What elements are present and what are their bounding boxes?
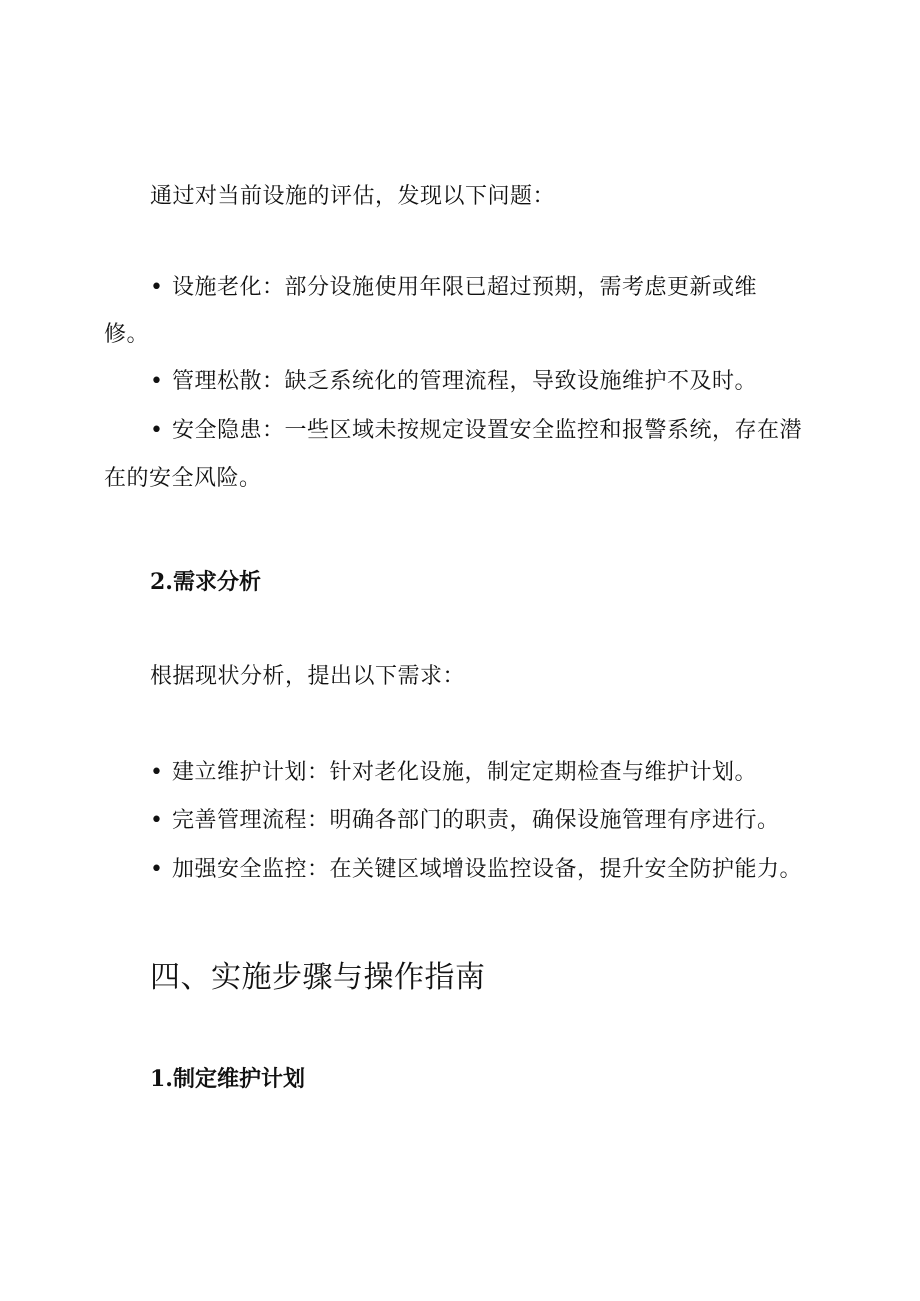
requirement-item-text: 完善管理流程：明确各部门的职责，确保设施管理有序进行。 xyxy=(172,808,780,833)
requirement-item-process xyxy=(150,806,780,836)
problem-item-aging xyxy=(150,273,757,303)
bullet-icon: • xyxy=(150,275,164,300)
bullet-icon: • xyxy=(150,418,164,443)
intro-paragraph: 通过对当前设施的评估，发现以下问题： xyxy=(150,184,556,209)
chapter-heading: 四、实施步骤与操作指南 xyxy=(150,960,486,995)
requirement-item-text: 加强安全监控：在关键区域增设监控设备，提升安全防护能力。 xyxy=(172,857,803,882)
problem-item-text: 管理松散：缺乏系统化的管理流程，导致设施维护不及时。 xyxy=(172,369,758,394)
section-number: 2. xyxy=(150,569,173,595)
requirement-item-plan xyxy=(150,758,757,788)
subsection-heading-plan xyxy=(150,1064,305,1095)
section-heading-requirements xyxy=(150,567,261,598)
requirements-intro: 根据现状分析，提出以下需求： xyxy=(150,664,466,689)
problem-item-continuation: 在的安全风险。 xyxy=(104,466,262,491)
subsection-title: 制定维护计划 xyxy=(172,1067,305,1092)
bullet-icon: • xyxy=(150,760,164,785)
problem-item-text: 设施老化：部分设施使用年限已超过预期，需考虑更新或维 xyxy=(172,275,758,300)
bullet-icon: • xyxy=(150,369,164,394)
section-title: 需求分析 xyxy=(172,570,261,595)
bullet-icon: • xyxy=(150,808,164,833)
problem-item-text: 安全隐患：一些区域未按规定设置安全监控和报警系统，存在潜 xyxy=(172,418,803,443)
subsection-number: 1. xyxy=(150,1066,173,1092)
problem-item-management xyxy=(150,367,757,397)
problem-item-continuation: 修。 xyxy=(104,322,150,347)
problem-item-safety xyxy=(150,416,802,446)
requirement-item-text: 建立维护计划：针对老化设施，制定定期检查与维护计划。 xyxy=(172,760,758,785)
requirement-item-monitoring xyxy=(150,855,802,885)
bullet-icon: • xyxy=(150,857,164,882)
